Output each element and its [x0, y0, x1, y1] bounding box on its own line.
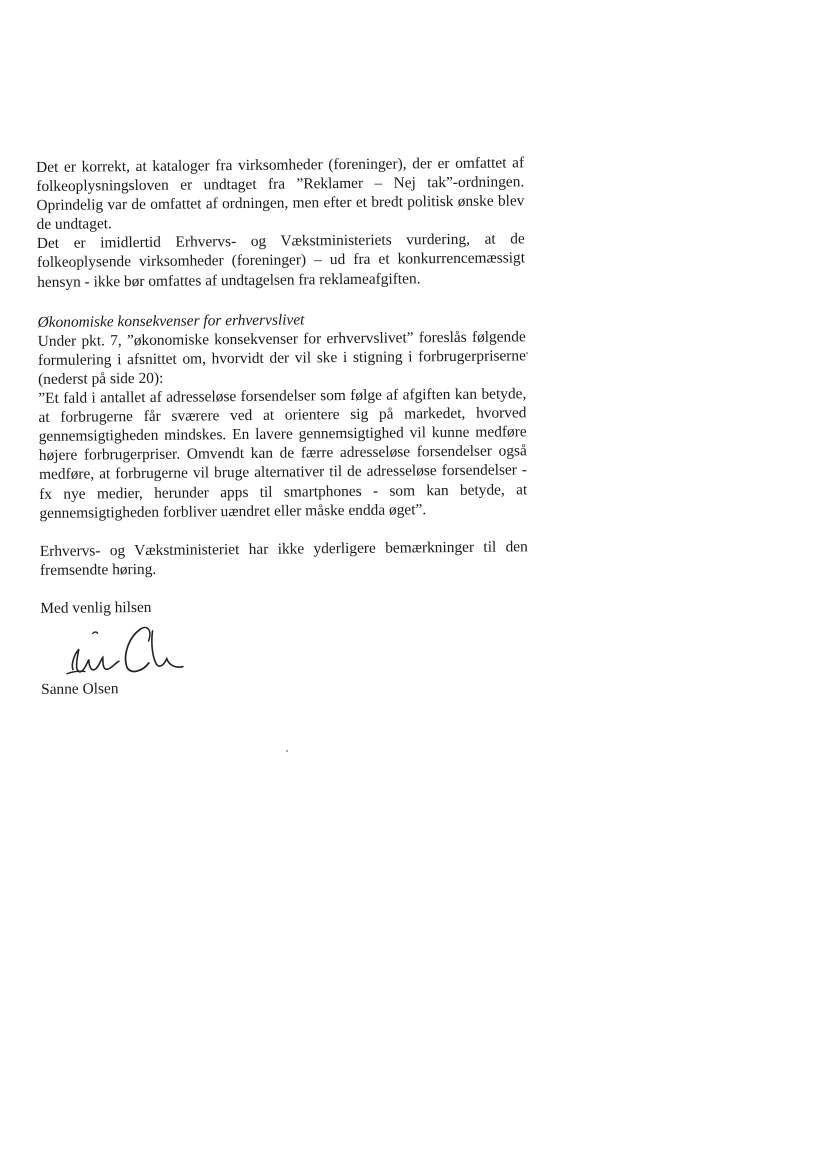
scan-speck — [286, 750, 288, 752]
quoted-formulation: ”Et fald i antallet af adresseløse forsendelser som følge af afgiften kan betyde, at forbrugerne får sværere ved at orientere sig på markedet, hvorved gennemsigtigheden mindskes. En lavere gennemsigtighed vil kunne medføre højere forbrugerpriser. Omvendt kan de færre adresseløse forsendelser også medføre, at forbrugerne vil bruge alternativer til de adresseløse forsendelser - fx nye medier, herunder apps til smartphones - som kan betyde, at gennemsigtigheden forbliver uændret eller måske endda øget”. — [38, 385, 528, 522]
paragraph-proposed-wording: Under pkt. 7, ”økonomiske konsekvenser for erhvervslivet” foreslås følgende formulering i afsnittet om, hvorvidt der vil ske i stigning i forbrugerpriserne (nederst på side 20): — [37, 328, 527, 388]
section-heading: Økonomiske konsekvenser for erhvervslivet — [37, 311, 305, 331]
paragraph-no-further-remarks: Erhvervs- og Vækstministeriet har ikke yderligere bemærkninger til den fremsendte høring. — [39, 537, 528, 579]
paragraph-catalog-exemption: Det er korrekt, at kataloger fra virksomheder (foreninger), der er omfattet af folkeoplysningsloven er undtaget fra ”Reklamer – Nej tak”-ordningen. Oprindelig var de omfattet af ordningen, men efter et bredt politisk ønske blev de undtaget. — [36, 154, 525, 234]
letter-body — [36, 153, 529, 699]
scan-speck — [526, 352, 528, 354]
paragraph-ministry-assessment: Det er imidlertid Erhvervs- og Vækstministeriets vurdering, at de folkeoplysende virksomheder (foreninger) – ud fra et konkurrencemæssigt hensyn - ikke bør omfattes af undtagelsen fra reklameafgiften. — [36, 230, 526, 291]
handwritten-signature — [48, 618, 199, 679]
signer-name: Sanne Olsen — [41, 680, 119, 698]
closing-greeting: Med venlig hilsen — [40, 598, 152, 617]
